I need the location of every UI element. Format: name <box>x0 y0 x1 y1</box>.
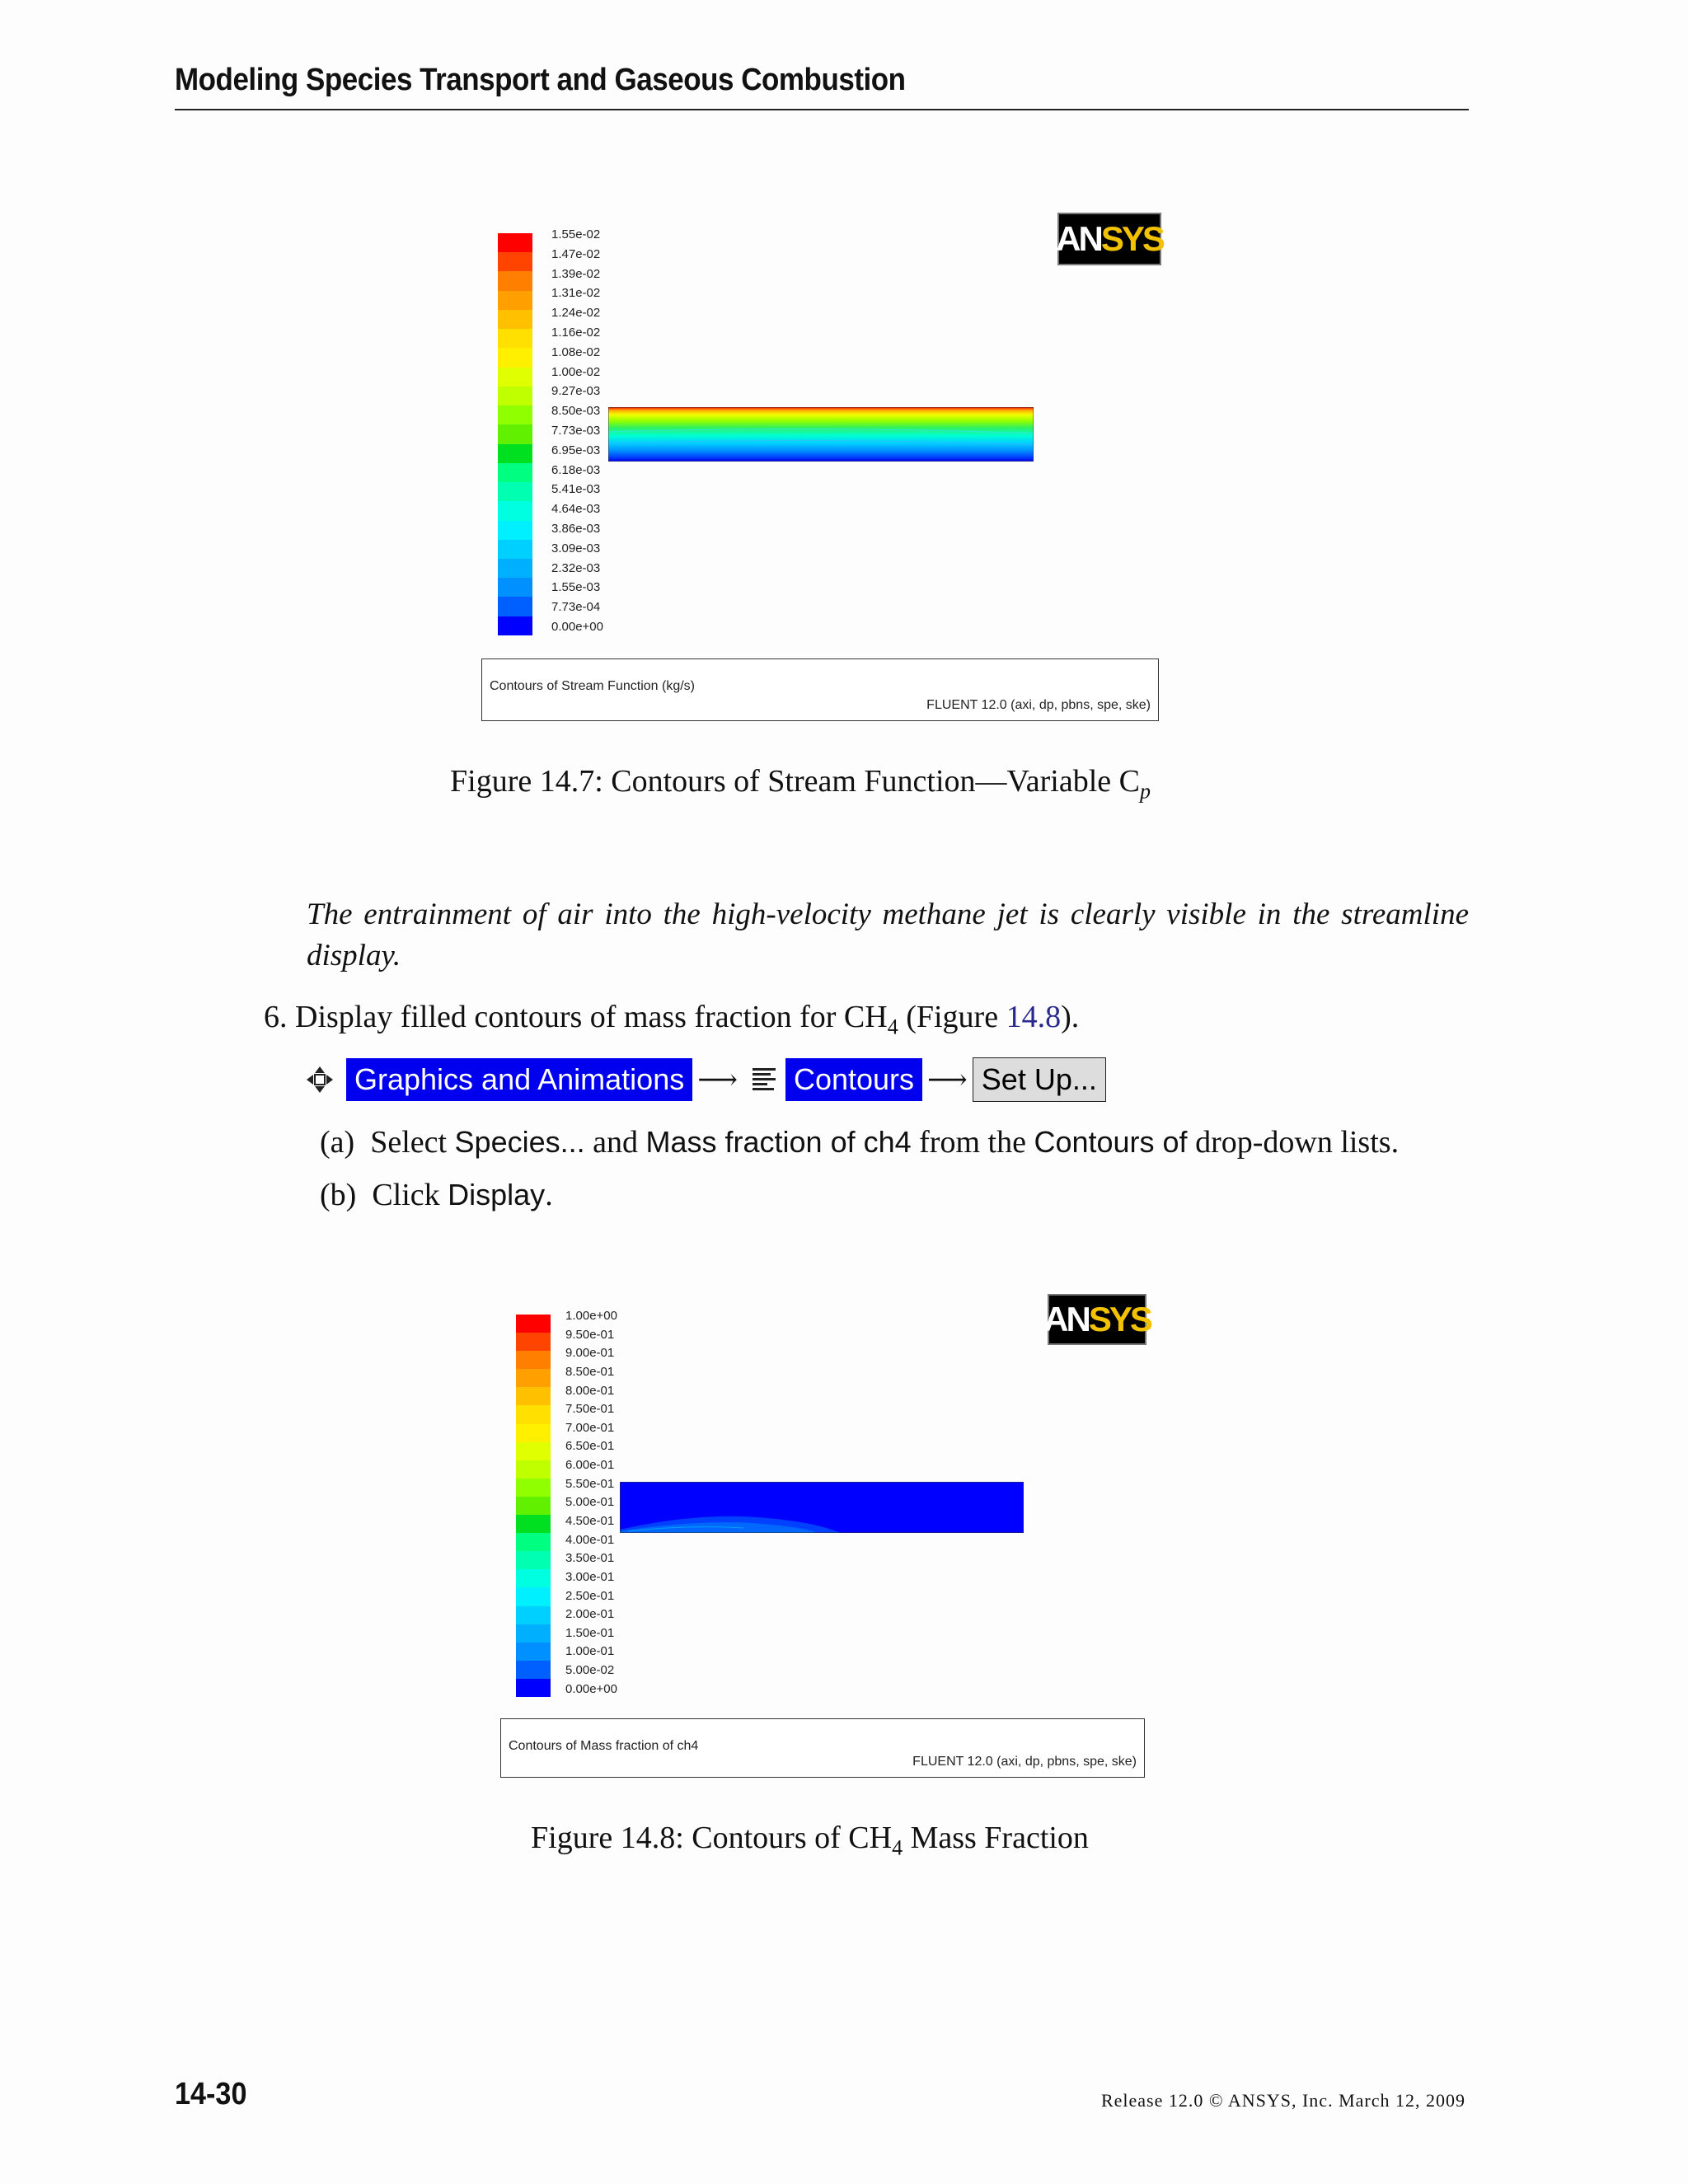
colormap-legend <box>516 1315 551 1697</box>
substep-a: (a) Select Species... and Mass fraction of ch4 from the Contours of drop-down lists. <box>320 1125 1400 1160</box>
legend-swatch <box>516 1405 551 1423</box>
legend-swatch <box>516 1333 551 1351</box>
legend-swatch <box>516 1315 551 1333</box>
running-header: Modeling Species Transport and Gaseous Combustion <box>175 63 906 97</box>
page-number: 14-30 <box>175 2077 247 2111</box>
legend-swatch <box>516 1624 551 1643</box>
legend-swatch <box>498 559 532 578</box>
legend-swatch <box>516 1551 551 1569</box>
legend-tick-label: 8.50e-03 <box>551 404 601 419</box>
legend-tick-label: 1.55e-02 <box>551 227 601 241</box>
setup-button[interactable]: Set Up... <box>973 1057 1106 1102</box>
legend-swatch <box>516 1442 551 1460</box>
legend-tick-label: 6.18e-03 <box>551 462 601 477</box>
ansys-logo: ANSYS <box>1048 1294 1146 1345</box>
legend-swatch <box>498 597 532 616</box>
legend-tick-label: 9.50e-01 <box>565 1327 615 1342</box>
legend-tick-label: 1.08e-02 <box>551 344 601 359</box>
legend-tick-label: 1.16e-02 <box>551 326 601 340</box>
contours-item[interactable]: Contours <box>785 1058 922 1101</box>
graphics-and-animations-tab[interactable]: Graphics and Animations <box>346 1058 692 1101</box>
legend-tick-label: 6.00e-01 <box>565 1458 615 1473</box>
nav-arrow: ⟶ <box>697 1065 738 1095</box>
legend-swatch <box>498 463 532 482</box>
legend-swatch <box>498 616 532 635</box>
legend-tick-label: 2.00e-01 <box>565 1607 615 1622</box>
legend-swatch <box>498 387 532 405</box>
legend-tick-label: 4.00e-01 <box>565 1532 615 1547</box>
legend-tick-label: 3.09e-03 <box>551 541 601 555</box>
legend-tick-label: 5.41e-03 <box>551 482 601 497</box>
legend-tick-label: 7.73e-04 <box>551 600 601 615</box>
contour-plot <box>620 1482 1024 1533</box>
plot-title: Contours of Stream Function (kg/s) <box>490 679 695 693</box>
header-rule <box>175 109 1469 110</box>
legend-swatch <box>498 233 532 252</box>
legend-tick-label: 2.32e-03 <box>551 560 601 575</box>
legend-tick-label: 8.00e-01 <box>565 1383 615 1398</box>
contours-list-icon <box>751 1066 777 1094</box>
legend-tick-label: 9.27e-03 <box>551 384 601 399</box>
nav-arrow: ⟶ <box>927 1065 968 1095</box>
legend-swatch <box>498 482 532 501</box>
legend-swatch <box>516 1497 551 1515</box>
legend-swatch <box>498 368 532 387</box>
legend-tick-label: 5.00e-01 <box>565 1495 615 1510</box>
colormap-legend <box>498 233 532 635</box>
legend-swatch <box>516 1479 551 1497</box>
legend-tick-label: 5.50e-01 <box>565 1476 615 1491</box>
navigation-icon <box>305 1065 335 1094</box>
contour-plot <box>608 407 1034 462</box>
legend-swatch <box>516 1515 551 1533</box>
legend-tick-label: 3.50e-01 <box>565 1551 615 1566</box>
step-6: 6. Display filled contours of mass fraction for $CH_4$ (Figure 14.8). <box>264 1000 1080 1039</box>
legend-swatch <box>498 501 532 520</box>
legend-swatch <box>498 444 532 463</box>
legend-tick-label: 8.50e-01 <box>565 1364 615 1379</box>
legend-tick-label: 1.47e-02 <box>551 246 601 261</box>
legend-swatch <box>498 252 532 271</box>
legend-tick-label: 3.86e-03 <box>551 522 601 537</box>
legend-swatch <box>498 578 532 597</box>
legend-tick-label: 4.50e-01 <box>565 1513 615 1528</box>
legend-swatch <box>516 1587 551 1605</box>
release-footer: Release 12.0 © ANSYS, Inc. March 12, 2009 <box>1100 2090 1465 2111</box>
legend-tick-label: 2.50e-01 <box>565 1588 615 1603</box>
legend-tick-label: 1.50e-01 <box>565 1625 615 1640</box>
legend-tick-label: 6.95e-03 <box>551 443 601 457</box>
legend-swatch <box>498 310 532 329</box>
substep-b: (b) Click Display. <box>320 1178 553 1212</box>
legend-tick-label: 0.00e+00 <box>551 620 603 635</box>
solver-info: FLUENT 12.0 (axi, dp, pbns, spe, ske) <box>912 1755 1137 1769</box>
display-button-label: Display <box>448 1178 546 1212</box>
legend-swatch <box>516 1387 551 1405</box>
legend-swatch <box>516 1679 551 1697</box>
ansys-logo: ANSYS <box>1057 213 1161 265</box>
legend-tick-label: 1.24e-02 <box>551 306 601 321</box>
legend-swatch <box>516 1643 551 1661</box>
figure-caption-14-7: Figure 14.7: Contours of Stream Function—Variable $C_p$ <box>450 764 1151 804</box>
legend-swatch <box>516 1606 551 1624</box>
legend-tick-label: 1.55e-03 <box>551 580 601 595</box>
legend-swatch <box>498 540 532 559</box>
legend-swatch <box>516 1569 551 1587</box>
legend-tick-label: 5.00e-02 <box>565 1663 615 1678</box>
legend-swatch <box>498 521 532 540</box>
legend-tick-label: 1.00e+00 <box>565 1309 617 1323</box>
legend-swatch <box>516 1661 551 1679</box>
mass-fraction-option: Mass fraction of ch4 <box>645 1125 912 1159</box>
legend-tick-label: 1.31e-02 <box>551 286 601 301</box>
legend-swatch <box>516 1369 551 1387</box>
legend-tick-label: 1.00e-01 <box>565 1644 615 1659</box>
legend-tick-label: 1.39e-02 <box>551 266 601 281</box>
legend-swatch <box>516 1533 551 1551</box>
legend-tick-label: 7.73e-03 <box>551 424 601 438</box>
plot-info-box <box>500 1718 1145 1778</box>
legend-swatch <box>498 348 532 367</box>
species-option: Species... <box>454 1125 585 1159</box>
figure-link[interactable]: 14.8 <box>1006 1000 1062 1034</box>
figure-caption-14-8: Figure 14.8: Contours of $CH_4$ Mass Fraction <box>531 1821 1089 1860</box>
legend-tick-label: 7.00e-01 <box>565 1420 615 1435</box>
plot-info-box <box>481 658 1159 721</box>
entrainment-paragraph: The entrainment of air into the high-velocity methane jet is clearly visible in the streamline display. <box>307 898 1469 972</box>
navigation-path <box>305 1055 1106 1104</box>
legend-swatch <box>516 1351 551 1369</box>
legend-tick-label: 9.00e-01 <box>565 1346 615 1361</box>
plot-title: Contours of Mass fraction of ch4 <box>509 1739 699 1753</box>
legend-swatch <box>498 271 532 290</box>
legend-tick-label: 1.00e-02 <box>551 364 601 379</box>
legend-swatch <box>498 405 532 424</box>
legend-tick-label: 3.00e-01 <box>565 1569 615 1584</box>
legend-swatch <box>498 291 532 310</box>
legend-swatch <box>516 1424 551 1442</box>
legend-tick-label: 6.50e-01 <box>565 1439 615 1454</box>
contours-of-label: Contours of <box>1034 1125 1188 1159</box>
solver-info: FLUENT 12.0 (axi, dp, pbns, spe, ske) <box>926 698 1151 712</box>
legend-tick-label: 7.50e-01 <box>565 1402 615 1417</box>
legend-tick-label: 0.00e+00 <box>565 1681 617 1696</box>
legend-swatch <box>516 1460 551 1479</box>
legend-tick-label: 4.64e-03 <box>551 502 601 517</box>
legend-swatch <box>498 424 532 443</box>
legend-swatch <box>498 329 532 348</box>
